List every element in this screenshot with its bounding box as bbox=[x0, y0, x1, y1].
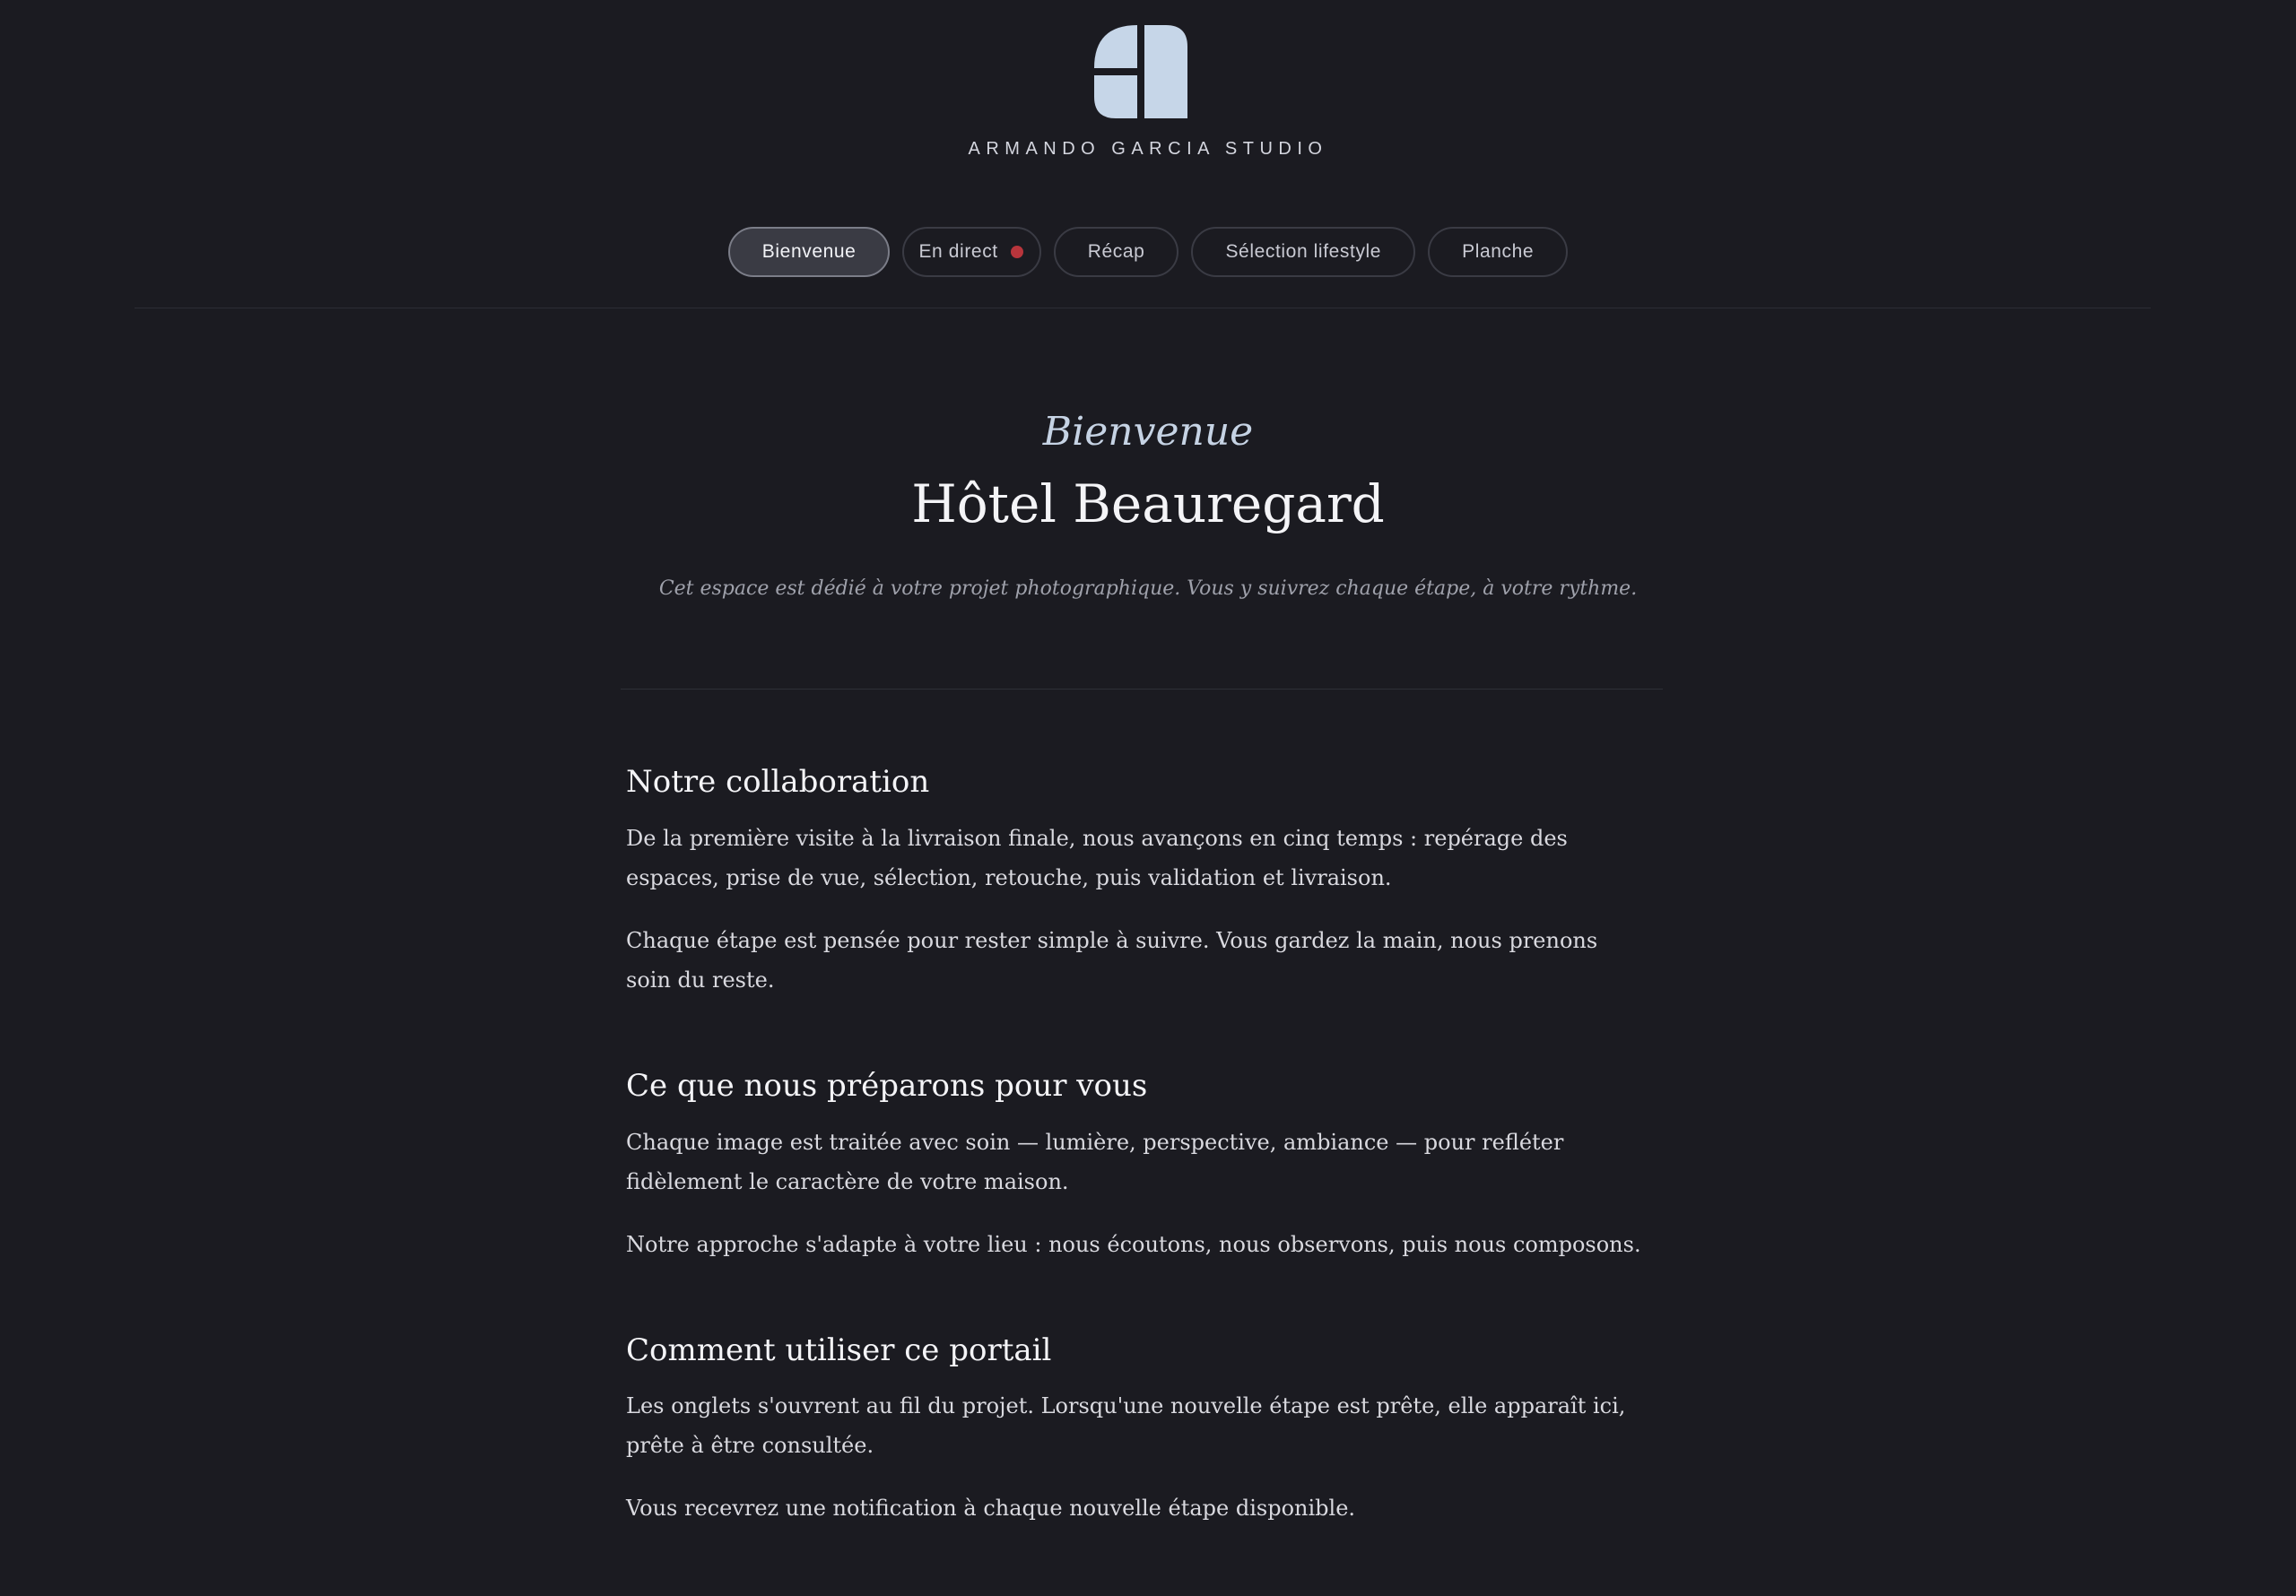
section-paragraph: Chaque étape est pensée pour rester simple à suivre. Vous gardez la main, nous prenons soin du reste. bbox=[626, 927, 1598, 993]
section-preparation bbox=[626, 1068, 1648, 1264]
hero-kicker: Bienvenue bbox=[1042, 409, 1254, 455]
tab-label: Sélection lifestyle bbox=[1225, 241, 1382, 262]
section-paragraph: Notre approche s'adapte à votre lieu : nous écoutons, nous observons, puis nous composons. bbox=[626, 1231, 1641, 1257]
section-title: Ce que nous préparons pour vous bbox=[626, 1067, 1148, 1104]
tab-label: Planche bbox=[1462, 241, 1535, 262]
section-collaboration bbox=[626, 764, 1648, 1000]
section-title: Notre collaboration bbox=[626, 764, 930, 800]
tab-en-direct[interactable] bbox=[902, 227, 1040, 277]
tab-bar bbox=[0, 227, 2296, 277]
tab-recap[interactable] bbox=[1054, 227, 1179, 277]
tab-bienvenue[interactable] bbox=[728, 227, 891, 277]
section-title: Comment utiliser ce portail bbox=[626, 1331, 1052, 1368]
tab-selection-lifestyle[interactable] bbox=[1191, 227, 1415, 277]
tab-label: Récap bbox=[1087, 241, 1145, 262]
section-paragraph: Les onglets s'ouvrent au fil du projet. Lorsqu'une nouvelle étape est prête, elle apparaît ici, prête à être consultée. bbox=[626, 1393, 1626, 1459]
studio-logo-icon[interactable] bbox=[1094, 25, 1187, 118]
section-paragraph: Chaque image est traitée avec soin — lumière, perspective, ambiance — pour refléter fidèlement le caractère de votre maison. bbox=[626, 1129, 1564, 1194]
main-content bbox=[626, 764, 1648, 1596]
content-divider bbox=[621, 689, 1663, 690]
section-portal-usage bbox=[626, 1332, 1648, 1529]
tab-label: Bienvenue bbox=[761, 241, 857, 262]
section-paragraph: De la première visite à la livraison finale, nous avançons en cinq temps : repérage des espaces, prise de vue, sélection, retouche, puis validation et livraison. bbox=[626, 825, 1568, 890]
hero-subtitle: Cet espace est dédié à votre projet photographique. Vous y suivrez chaque étape, à votre rythme. bbox=[658, 577, 1638, 600]
tab-label: En direct bbox=[918, 241, 998, 262]
tab-planche[interactable] bbox=[1428, 227, 1568, 277]
section-paragraph: Vous recevrez une notification à chaque nouvelle étape disponible. bbox=[626, 1496, 1356, 1522]
page-title: Hôtel Beauregard bbox=[911, 473, 1385, 534]
studio-name: ARMANDO GARCIA STUDIO bbox=[968, 139, 1328, 159]
live-indicator-icon bbox=[1011, 246, 1023, 258]
